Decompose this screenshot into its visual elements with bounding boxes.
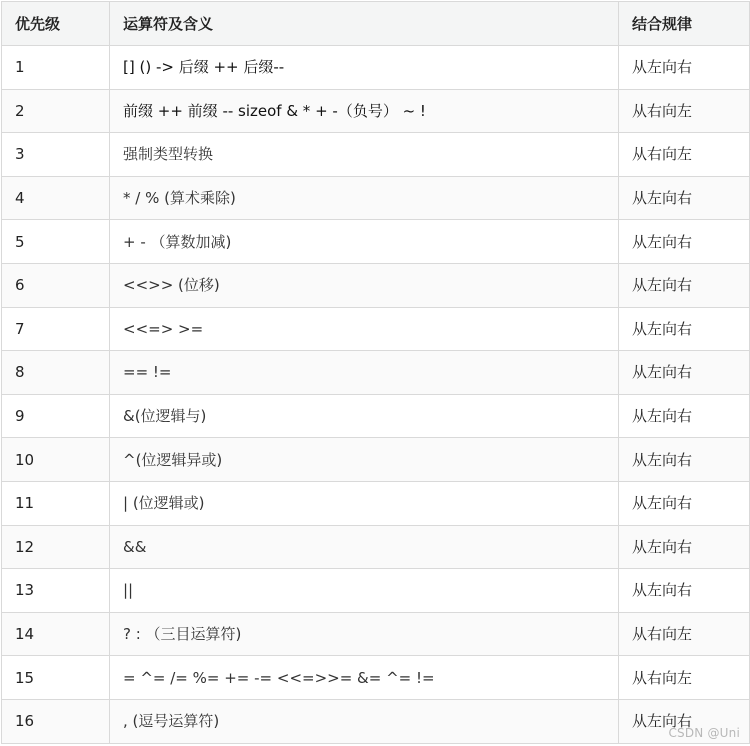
associativity-cell: 从左向右: [619, 176, 750, 220]
priority-cell: 15: [2, 656, 110, 700]
table-row: [2, 307, 750, 351]
associativity-cell: 从右向左: [619, 133, 750, 177]
priority-cell: 14: [2, 612, 110, 656]
table-row: [2, 612, 750, 656]
operators-cell: ? : （三目运算符): [110, 612, 619, 656]
operators-cell: <<>> (位移): [110, 263, 619, 307]
operators-cell: &&: [110, 525, 619, 569]
priority-cell: 16: [2, 699, 110, 743]
table-row: [2, 394, 750, 438]
operators-cell: &(位逻辑与): [110, 394, 619, 438]
table-row: [2, 263, 750, 307]
operators-cell: , (逗号运算符): [110, 699, 619, 743]
priority-cell: 5: [2, 220, 110, 264]
operators-cell: + - （算数加减): [110, 220, 619, 264]
table-body: [2, 46, 750, 744]
operators-cell: <<=> >=: [110, 307, 619, 351]
priority-cell: 12: [2, 525, 110, 569]
table-row: [2, 176, 750, 220]
priority-cell: 4: [2, 176, 110, 220]
csdn-watermark: CSDN @Uni: [668, 726, 740, 740]
table-row: [2, 133, 750, 177]
priority-cell: 10: [2, 438, 110, 482]
table-row: [2, 569, 750, 613]
associativity-cell: 从左向右: [619, 481, 750, 525]
table-row: [2, 481, 750, 525]
priority-cell: 1: [2, 46, 110, 90]
priority-cell: 6: [2, 263, 110, 307]
operators-cell: 强制类型转换: [110, 133, 619, 177]
associativity-cell: 从左向右: [619, 699, 750, 743]
associativity-cell: 从左向右: [619, 569, 750, 613]
header-operators: 运算符及含义: [110, 2, 619, 46]
operators-cell: | (位逻辑或): [110, 481, 619, 525]
associativity-cell: 从左向右: [619, 438, 750, 482]
priority-cell: 3: [2, 133, 110, 177]
priority-cell: 13: [2, 569, 110, 613]
associativity-cell: 从左向右: [619, 394, 750, 438]
operators-cell: ||: [110, 569, 619, 613]
priority-cell: 7: [2, 307, 110, 351]
table-row: [2, 46, 750, 90]
operators-cell: ^(位逻辑异或): [110, 438, 619, 482]
table-row: [2, 699, 750, 743]
priority-cell: 2: [2, 89, 110, 133]
table-row: [2, 89, 750, 133]
associativity-cell: 从右向左: [619, 656, 750, 700]
associativity-cell: 从右向左: [619, 89, 750, 133]
operators-cell: 前缀 ++ 前缀 -- sizeof & * + -（负号） ~ !: [110, 89, 619, 133]
table-row: [2, 438, 750, 482]
table-row: [2, 656, 750, 700]
operator-precedence-table: [1, 1, 750, 744]
associativity-cell: 从左向右: [619, 263, 750, 307]
header-associativity: 结合规律: [619, 2, 750, 46]
table-header: [2, 2, 750, 46]
table-row: [2, 525, 750, 569]
operators-cell: * / % (算术乘除): [110, 176, 619, 220]
associativity-cell: 从左向右: [619, 525, 750, 569]
header-row: [2, 2, 750, 46]
associativity-cell: 从左向右: [619, 46, 750, 90]
table-row: [2, 220, 750, 264]
priority-cell: 11: [2, 481, 110, 525]
operators-cell: = ^= /= %= += -= <<=>>= &= ^= !=: [110, 656, 619, 700]
associativity-cell: 从右向左: [619, 612, 750, 656]
priority-cell: 9: [2, 394, 110, 438]
associativity-cell: 从左向右: [619, 351, 750, 395]
operators-cell: [] () -> 后缀 ++ 后缀--: [110, 46, 619, 90]
header-priority: 优先级: [2, 2, 110, 46]
associativity-cell: 从左向右: [619, 307, 750, 351]
priority-cell: 8: [2, 351, 110, 395]
table-row: [2, 351, 750, 395]
operators-cell: == !=: [110, 351, 619, 395]
associativity-cell: 从左向右: [619, 220, 750, 264]
